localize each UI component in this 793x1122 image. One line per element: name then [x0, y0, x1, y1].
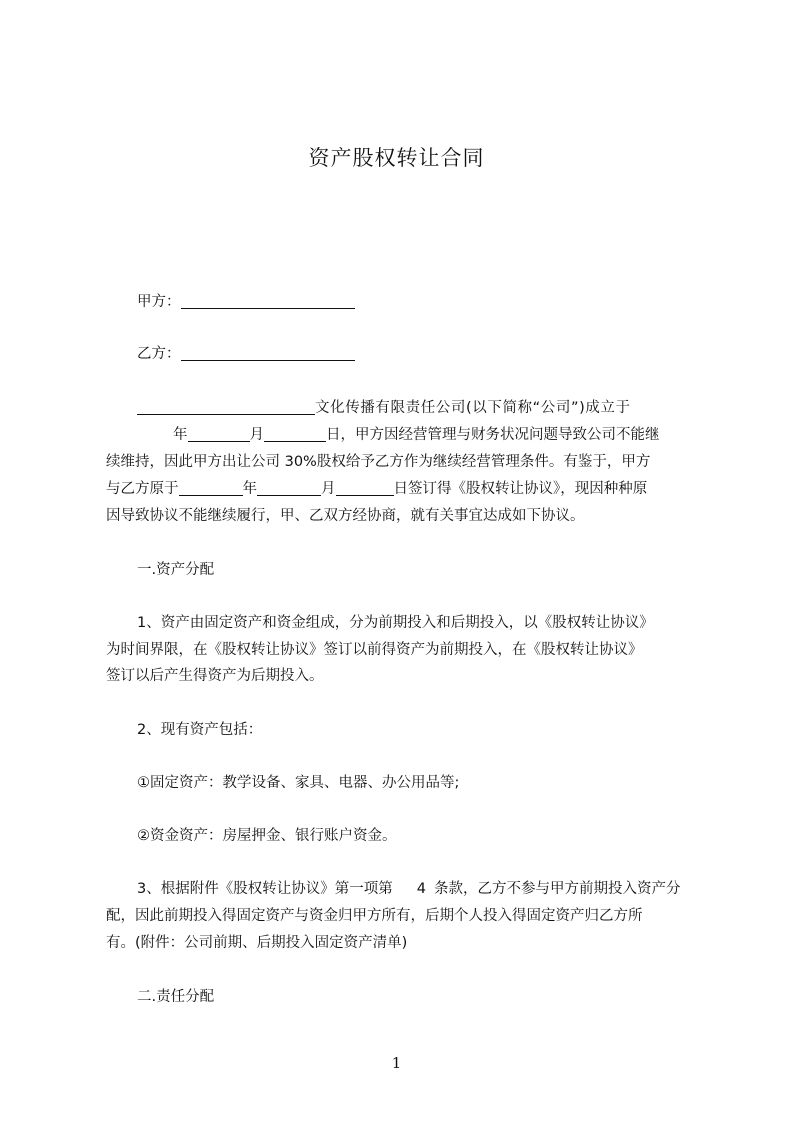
intro-line-2 [173, 424, 660, 446]
clause-3-text-a: 3、根据附件《股权转让协议》第一项第 [137, 881, 393, 897]
intro-line-4 [106, 478, 647, 500]
party-b-line [137, 343, 355, 365]
clause-3-line-1 [137, 878, 680, 900]
intro-year-label: 年 [173, 427, 188, 443]
asset-item-1: ①固定资产：教学设备、家具、电器、办公用品等; [137, 775, 460, 791]
clause-1-line-2: 为时间界限，在《股权转让协议》签订以前得资产为前期投入，在《股权转让协议》 [106, 642, 643, 658]
founding-month-blank [264, 425, 326, 442]
clause-1-line-3: 签订以后产生得资产为后期投入。 [106, 668, 324, 684]
intro-text-2: 日，甲方因经营管理与财务状况问题导致公司不能继 [326, 427, 660, 443]
intro-month-label-2: 月 [321, 481, 336, 497]
intro-month-label: 月 [249, 427, 264, 443]
clause-2: 2、现有资产包括： [137, 722, 263, 738]
intro-line-3: 续维持，因此甲方出让公司 30%股权给予乙方作为继续经营管理条件。有鉴于，甲方 [106, 454, 651, 470]
founding-year-blank [188, 425, 250, 442]
signing-day-blank [336, 479, 394, 496]
page-number: 1 [391, 1054, 402, 1072]
clause-3-text-b: 条款，乙方不参与甲方前期投入资产分 [433, 881, 681, 897]
intro-year-label-2: 年 [242, 481, 257, 497]
clause-3-line-3: 有。(附件：公司前期、后期投入固定资产清单) [106, 935, 408, 951]
signing-month-blank [257, 479, 321, 496]
intro-text-4: 与乙方原于 [106, 481, 179, 497]
section-1-heading: 一.资产分配 [137, 562, 215, 578]
clause-3-number: 4 [416, 881, 426, 897]
clause-1-line-1: 1、资产由固定资产和资金组成，分为前期投入和后期投入，以《股权转让协议》 [137, 615, 654, 631]
company-name-blank [137, 398, 315, 415]
party-a-label: 甲方： [137, 294, 181, 310]
signing-year-blank [179, 479, 243, 496]
intro-text-4b: 日签订得《股权转让协议》，现因种种原 [393, 481, 648, 497]
section-2-heading: 二.责任分配 [137, 989, 215, 1005]
party-a-blank [181, 292, 355, 309]
document-title: 资产股权转让合同 [308, 146, 485, 170]
intro-text-1: 文化传播有限责任公司(以下简称“公司”)成立于 [315, 400, 631, 416]
party-b-label: 乙方： [137, 346, 181, 362]
intro-line-5: 因导致协议不能继续履行，甲、乙双方经协商，就有关事宜达成如下协议。 [106, 508, 585, 524]
intro-line-1 [137, 397, 631, 419]
party-a-line [137, 291, 355, 313]
asset-item-2: ②资金资产：房屋押金、银行账户资金。 [137, 828, 397, 844]
clause-3-line-2: 配，因此前期投入得固定资产与资金归甲方所有，后期个人投入得固定资产归乙方所 [106, 908, 643, 924]
party-b-blank [181, 344, 355, 361]
